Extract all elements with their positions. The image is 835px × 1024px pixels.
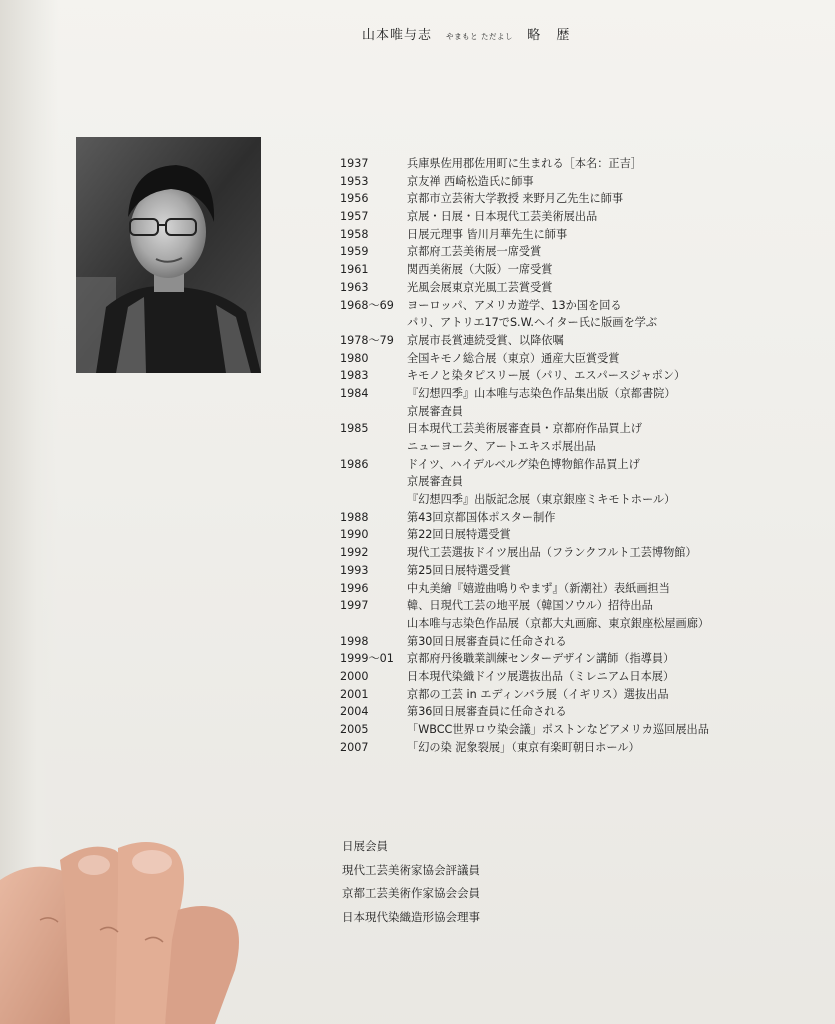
timeline-row <box>340 314 810 332</box>
timeline-event: 関西美術展（大阪）一席受賞 <box>407 263 553 277</box>
timeline-event: 京都府工芸美術展一席受賞 <box>407 245 542 259</box>
page-title: 略 歴 <box>527 28 576 43</box>
timeline-year: 1999〜01 <box>340 652 394 666</box>
timeline-event: ヨーロッパ、アメリカ遊学、13か国を回る <box>407 298 622 312</box>
timeline-row <box>340 686 810 704</box>
timeline-row <box>340 509 810 527</box>
timeline-row <box>340 420 810 438</box>
timeline-row <box>340 208 810 226</box>
timeline-year: 1984 <box>340 386 369 400</box>
timeline-row <box>340 668 810 686</box>
hand-holding-page <box>0 820 300 1024</box>
biography-timeline <box>340 155 810 756</box>
timeline-event: 京都の工芸 in エディンバラ展（イギリス）選抜出品 <box>407 687 669 701</box>
timeline-row <box>340 226 810 244</box>
timeline-event: 韓、日現代工芸の地平展（韓国ソウル）招待出品 <box>407 599 653 613</box>
timeline-row <box>340 155 810 173</box>
timeline-row <box>340 650 810 668</box>
timeline-year: 1985 <box>340 422 369 436</box>
hand-illustration <box>0 820 300 1024</box>
timeline-year: 1963 <box>340 280 369 294</box>
timeline-event: 京展審査員 <box>407 475 463 489</box>
timeline-event: 京展・日展・日本現代工芸美術展出品 <box>407 210 598 224</box>
timeline-year: 1959 <box>340 245 369 259</box>
timeline-row <box>340 491 810 509</box>
timeline-event: ドイツ、ハイデルベルグ染色博物館作品買上げ <box>407 457 640 471</box>
timeline-row <box>340 332 810 350</box>
timeline-event: 山本唯与志染色作品展（京都大丸画廊、東京銀座松屋画廊） <box>407 616 710 630</box>
timeline-row <box>340 456 810 474</box>
timeline-year: 1986 <box>340 457 369 471</box>
timeline-year: 1957 <box>340 210 369 224</box>
timeline-row <box>340 385 810 403</box>
timeline-row <box>340 261 810 279</box>
artist-portrait-photo <box>76 137 261 373</box>
portrait-illustration <box>76 137 261 373</box>
timeline-event: ニューヨーク、アートエキスポ展出品 <box>407 440 596 453</box>
timeline-row <box>340 526 810 544</box>
timeline-event: 京都市立芸術大学教授 来野月乙先生に師事 <box>407 192 624 206</box>
timeline-event: 兵庫県佐用郡佐用町に生まれる［本名：正吉］ <box>407 157 642 170</box>
timeline-event: 第36回日展審査員に任命される <box>407 705 567 719</box>
timeline-row <box>340 633 810 651</box>
timeline-year: 1937 <box>340 157 369 170</box>
page-header <box>362 24 575 43</box>
timeline-row <box>340 580 810 598</box>
timeline-year: 1997 <box>340 599 369 613</box>
timeline-event: 京展市長賞連続受賞、以降依嘱 <box>407 333 564 347</box>
timeline-row <box>340 615 810 633</box>
timeline-row <box>340 367 810 385</box>
timeline-year: 1990 <box>340 528 369 542</box>
timeline-row <box>340 279 810 297</box>
timeline-event: 第30回日展審査員に任命される <box>407 634 567 648</box>
timeline-row <box>340 703 810 721</box>
timeline-year: 1961 <box>340 263 369 277</box>
timeline-year: 1980 <box>340 351 369 365</box>
timeline-row <box>340 473 810 491</box>
timeline-event: 光風会展東京光風工芸賞受賞 <box>407 280 553 294</box>
timeline-row <box>340 739 810 757</box>
timeline-row <box>340 721 810 739</box>
membership-item: 京都工芸美術作家協会会員 <box>342 886 480 900</box>
membership-item: 日展会員 <box>342 839 388 853</box>
artist-name: 山本唯与志 <box>362 28 433 43</box>
timeline-event: 全国キモノ総合展（東京）通産大臣賞受賞 <box>407 351 620 365</box>
timeline-year: 1983 <box>340 369 369 383</box>
timeline-year: 1988 <box>340 510 369 524</box>
timeline-year: 1978〜79 <box>340 333 394 347</box>
timeline-year: 1996 <box>340 581 369 595</box>
timeline-event: 京都府丹後職業訓練センターデザイン講師（指導員） <box>407 652 675 666</box>
timeline-event: 日展元理事 皆川月華先生に師事 <box>407 227 568 241</box>
timeline-year: 1956 <box>340 192 369 206</box>
timeline-row <box>340 403 810 421</box>
timeline-event: 第43回京都国体ポスター制作 <box>407 510 556 524</box>
timeline-year: 1958 <box>340 227 369 241</box>
timeline-event: 『幻想四季』山本唯与志染色作品集出版（京都書院） <box>407 386 676 400</box>
timeline-row <box>340 350 810 368</box>
timeline-row <box>340 190 810 208</box>
timeline-row <box>340 438 810 456</box>
membership-item: 日本現代染織造形協会理事 <box>342 909 480 924</box>
timeline-event: 日本現代染織ドイツ展選抜出品（ミレニアム日本展） <box>407 669 675 683</box>
timeline-year: 2001 <box>340 687 369 701</box>
timeline-year: 2007 <box>340 740 369 754</box>
timeline-row <box>340 597 810 615</box>
timeline-event: 『幻想四季』出版記念展（東京銀座ミキモトホール） <box>407 493 676 507</box>
timeline-event: キモノと染タピスリー展（パリ、エスパースジャポン） <box>407 369 686 383</box>
timeline-event: 京展審査員 <box>407 404 463 418</box>
timeline-event: 「WBCC世界ロウ染会議」ポストンなどアメリカ巡回展出品 <box>407 723 709 736</box>
timeline-event: 現代工芸選抜ドイツ展出品（フランクフルト工芸博物館） <box>407 546 697 560</box>
timeline-event: 京友禅 西崎松造氏に師事 <box>407 174 534 188</box>
memberships-list <box>342 835 480 929</box>
timeline-row <box>340 173 810 191</box>
artist-name-reading: やまもと ただよし <box>446 32 514 41</box>
timeline-event: パリ、アトリエ17でS.W.ヘイター氏に版画を学ぶ <box>407 316 658 330</box>
timeline-year: 1968〜69 <box>340 298 394 312</box>
timeline-row <box>340 243 810 261</box>
timeline-year: 2000 <box>340 669 369 683</box>
timeline-year: 2005 <box>340 723 369 736</box>
timeline-year: 2004 <box>340 705 369 719</box>
timeline-row <box>340 562 810 580</box>
timeline-row <box>340 544 810 562</box>
timeline-year: 1992 <box>340 546 369 560</box>
timeline-event: 第25回日展特選受賞 <box>407 563 511 577</box>
timeline-year: 1998 <box>340 634 369 648</box>
timeline-year: 1993 <box>340 563 369 577</box>
membership-item: 現代工芸美術家協会評議員 <box>342 862 480 877</box>
timeline-event: 「幻の染 泥象裂展」（東京有楽町朝日ホール） <box>407 740 640 754</box>
timeline-event: 日本現代工芸美術展審査員・京都府作品買上げ <box>407 422 642 436</box>
timeline-year: 1953 <box>340 174 369 188</box>
timeline-event: 第22回日展特選受賞 <box>407 528 511 542</box>
timeline-row <box>340 297 810 315</box>
timeline-event: 中丸美繪『嬉遊曲鳴りやまず』（新潮社）表紙画担当 <box>407 581 670 595</box>
